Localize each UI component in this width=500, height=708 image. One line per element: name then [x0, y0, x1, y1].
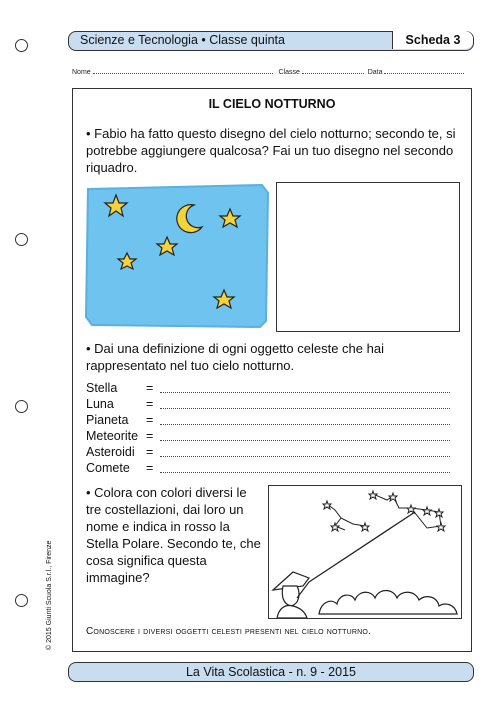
answer-line[interactable]	[160, 428, 450, 441]
definition-row	[86, 380, 450, 396]
class-field[interactable]	[302, 66, 364, 74]
answer-line[interactable]	[160, 380, 450, 393]
equals-sign: =	[146, 381, 154, 395]
answer-line[interactable]	[160, 412, 450, 425]
term-label: Meteorite	[86, 429, 139, 443]
equals-sign: =	[146, 445, 154, 459]
answer-line[interactable]	[160, 396, 450, 409]
learning-objective: Conoscere i diversi oggetti celesti presenti nel cielo notturno.	[86, 626, 372, 637]
worksheet-title: IL CIELO NOTTURNO	[208, 97, 336, 111]
binder-hole	[15, 594, 28, 607]
equals-sign: =	[146, 429, 154, 443]
equals-sign: =	[146, 413, 154, 427]
binder-hole	[15, 39, 28, 52]
header-subject: Scienze e Tecnologia • Classe quinta	[80, 33, 285, 47]
term-label: Comete	[86, 461, 130, 475]
term-label: Pianeta	[86, 413, 129, 427]
definition-list	[86, 380, 450, 476]
night-sky-drawing	[84, 183, 270, 329]
definition-row	[86, 444, 450, 460]
answer-line[interactable]	[160, 460, 450, 473]
term-label: Luna	[86, 397, 114, 411]
class-label: Classe	[278, 69, 300, 76]
equals-sign: =	[146, 461, 154, 475]
name-field[interactable]	[93, 66, 273, 74]
definition-row	[86, 412, 450, 428]
copyright-notice: © 2015 Giunti Scuola S.r.l., Firenze	[46, 540, 53, 650]
sheet-number: Scheda 3	[392, 31, 473, 49]
student-fields	[72, 66, 476, 76]
drawing-area[interactable]	[276, 182, 460, 332]
constellation-picture	[268, 485, 462, 619]
question-1: • Fabio ha fatto questo disegno del cielo notturno; secondo te, si potrebbe aggiungere qualcosa? Fai un tuo disegno nel secondo riquadro.	[86, 126, 456, 175]
date-field[interactable]	[384, 66, 464, 74]
binder-hole	[15, 233, 28, 246]
date-label: Data	[367, 69, 383, 76]
footer-bar: La Vita Scolastica - n. 9 - 2015	[68, 662, 474, 682]
question-3: • Colora con colori diversi le tre costellazioni, dai loro un nome e indica in rosso la Stella Polare. Secondo te, che cosa significa questa immagine?	[86, 485, 261, 585]
definition-row	[86, 460, 450, 476]
binder-hole	[15, 400, 28, 413]
question-2: • Dai una definizione di ogni oggetto celeste che hai rappresentato nel tuo cielo notturno.	[86, 341, 384, 373]
answer-line[interactable]	[160, 444, 450, 457]
equals-sign: =	[146, 397, 154, 411]
definition-row	[86, 428, 450, 444]
name-label: Nome	[72, 69, 91, 76]
term-label: Asteroidi	[86, 445, 135, 459]
term-label: Stella	[86, 381, 118, 395]
definition-row	[86, 396, 450, 412]
